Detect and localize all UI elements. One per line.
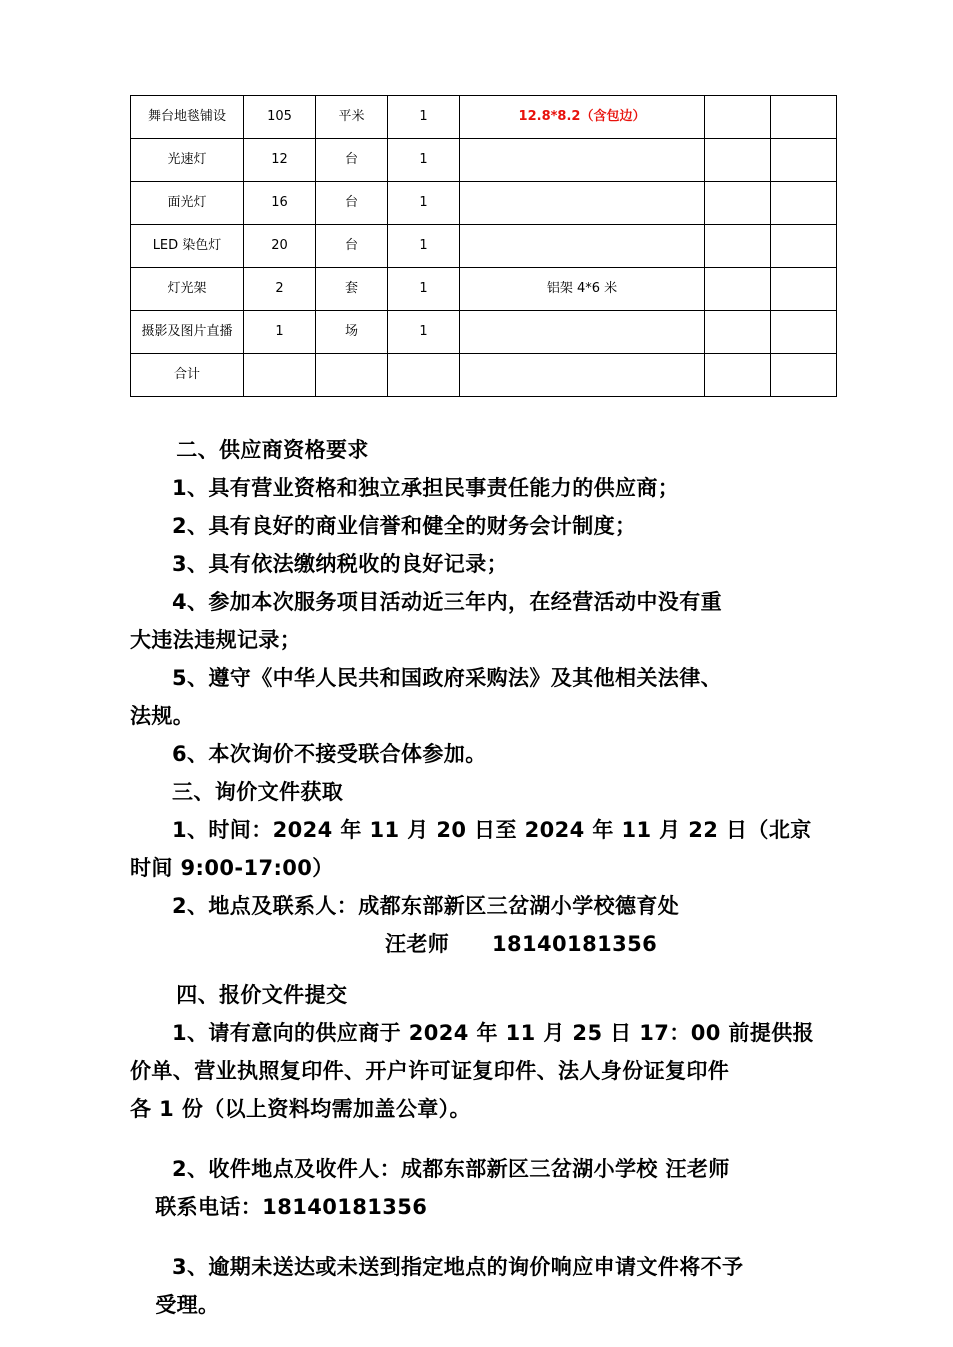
section-4-item-1-line2: 价单、营业执照复印件、开户许可证复印件、法人身份证复印件 [130, 1059, 730, 1083]
item-name: 舞台地毯铺设 [131, 96, 244, 139]
item-days: 1 [388, 268, 460, 311]
section-3-title: 三、询价文件获取 [172, 780, 344, 804]
item-days: 1 [388, 225, 460, 268]
item-qty: 16 [244, 182, 316, 225]
total-days [388, 354, 460, 397]
item-remark [460, 311, 705, 354]
section-2-item-4-line2: 大违法违规记录； [130, 628, 302, 652]
item-unit: 台 [316, 139, 388, 182]
section-2-item-3: 3、具有依法缴纳税收的良好记录； [172, 552, 509, 576]
document-body [130, 431, 835, 1324]
section-4-item-3-line1: 3、逾期未送达或未送到指定地点的询价响应申请文件将不予 [172, 1255, 744, 1279]
section-3-contact: 汪老师 18140181356 [385, 932, 658, 956]
total-col7 [771, 354, 837, 397]
section-4-item-3-line2: 受理。 [155, 1293, 220, 1317]
item-remark: 铝架 4*6 米 [460, 268, 705, 311]
item-col7 [771, 225, 837, 268]
table-row [131, 311, 837, 354]
item-col7 [771, 268, 837, 311]
total-col6 [705, 354, 771, 397]
item-remark [460, 182, 705, 225]
item-remark [460, 225, 705, 268]
table-row [131, 268, 837, 311]
item-col7 [771, 182, 837, 225]
total-remark [460, 354, 705, 397]
section-4-title: 四、报价文件提交 [176, 983, 348, 1007]
item-days: 1 [388, 182, 460, 225]
table-row-total [131, 354, 837, 397]
quote-table [130, 95, 837, 397]
item-qty: 20 [244, 225, 316, 268]
section-2-item-1: 1、具有营业资格和独立承担民事责任能力的供应商； [172, 476, 680, 500]
section-2-item-6: 6、本次询价不接受联合体参加。 [172, 742, 487, 766]
item-name: 摄影及图片直播 [131, 311, 244, 354]
section-2-item-2: 2、具有良好的商业信誉和健全的财务会计制度； [172, 514, 637, 538]
item-remark: 12.8*8.2（含包边） [460, 96, 705, 139]
section-4-item-2-phone: 联系电话：18140181356 [155, 1195, 428, 1219]
section-4-item-1-line3: 各 1 份（以上资料均需加盖公章）。 [130, 1097, 471, 1121]
item-name: LED 染色灯 [131, 225, 244, 268]
item-unit: 台 [316, 225, 388, 268]
item-days: 1 [388, 96, 460, 139]
item-col7 [771, 139, 837, 182]
item-unit: 台 [316, 182, 388, 225]
item-remark [460, 139, 705, 182]
section-3-item-1-line2: 时间 9:00-17:00） [130, 856, 334, 880]
section-2-item-4-line1: 4、参加本次服务项目活动近三年内，在经营活动中没有重 [172, 590, 723, 614]
total-label: 合计 [131, 354, 244, 397]
section-2-item-5-line1: 5、遵守《中华人民共和国政府采购法》及其他相关法律、 [172, 666, 723, 690]
item-col7 [771, 311, 837, 354]
item-qty: 2 [244, 268, 316, 311]
item-col6 [705, 182, 771, 225]
section-2-title: 二、供应商资格要求 [176, 438, 369, 462]
item-col7 [771, 96, 837, 139]
total-unit [316, 354, 388, 397]
item-days: 1 [388, 139, 460, 182]
section-2-item-5-line2: 法规。 [130, 704, 195, 728]
quote-table-body [131, 96, 837, 397]
item-name: 灯光架 [131, 268, 244, 311]
item-days: 1 [388, 311, 460, 354]
section-4-item-2: 2、收件地点及收件人：成都东部新区三岔湖小学校 汪老师 [172, 1157, 730, 1181]
section-3-item-1-line1: 1、时间：2024 年 11 月 20 日至 2024 年 11 月 22 日（北京 [172, 818, 812, 842]
table-row [131, 96, 837, 139]
table-row [131, 182, 837, 225]
item-col6 [705, 225, 771, 268]
table-row [131, 139, 837, 182]
item-col6 [705, 268, 771, 311]
item-name: 面光灯 [131, 182, 244, 225]
item-qty: 1 [244, 311, 316, 354]
table-row [131, 225, 837, 268]
item-unit: 平米 [316, 96, 388, 139]
item-name: 光速灯 [131, 139, 244, 182]
section-3-item-2: 2、地点及联系人：成都东部新区三岔湖小学校德育处 [172, 894, 680, 918]
item-qty: 12 [244, 139, 316, 182]
item-col6 [705, 311, 771, 354]
item-col6 [705, 139, 771, 182]
section-4-item-1-line1: 1、请有意向的供应商于 2024 年 11 月 25 日 17：00 前提供报 [172, 1021, 815, 1045]
item-unit: 场 [316, 311, 388, 354]
item-qty: 105 [244, 96, 316, 139]
item-unit: 套 [316, 268, 388, 311]
total-qty [244, 354, 316, 397]
item-col6 [705, 96, 771, 139]
